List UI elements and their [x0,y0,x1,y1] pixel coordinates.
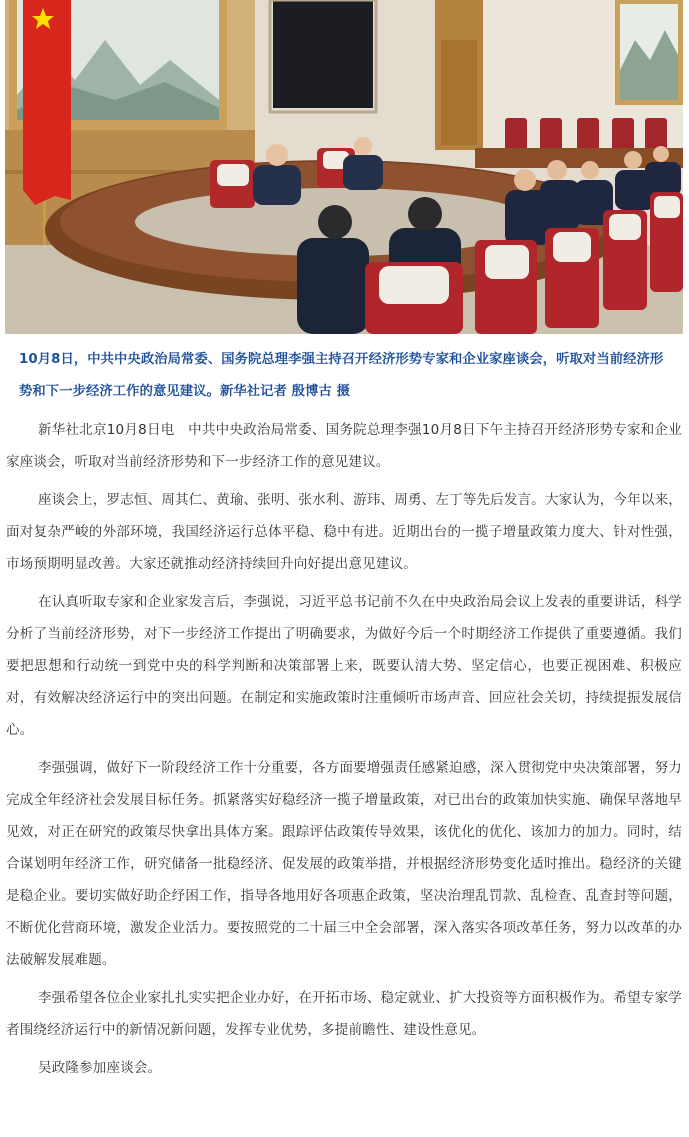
article-paragraph: 新华社北京10月8日电 中共中央政治局常委、国务院总理李强10月8日下午主持召开经济形势专家和企业家座谈会，听取对当前经济形势和下一步经济工作的意见建议。 [6,422,682,470]
article-paragraph: 座谈会上，罗志恒、周其仁、黄瑜、张明、张水利、游玮、周勇、左丁等先后发言。大家认为，今年以来，面对复杂严峻的外部环境，我国经济运行总体平稳、稳中有进。近期出台的一揽子增量政策力度大、针对性强，市场预期明显改善。大家还就推动经济持续回升向好提出意见建议。 [6,492,682,572]
photo-caption: 10月8日，中共中央政治局常委、国务院总理李强主持召开经济形势专家和企业家座谈会，听取对当前经济形势和下一步经济工作的意见建议。新华社记者 殷博古 摄 [19,352,664,399]
news-photo [5,0,683,334]
article-paragraph: 吴政隆参加座谈会。 [38,1060,162,1076]
article-paragraph: 李强希望各位企业家扎扎实实把企业办好，在开拓市场、稳定就业、扩大投资等方面积极作为。希望专家学者围绕经济运行中的新情况新问题，发挥专业优势，多提前瞻性、建设性意见。 [6,990,682,1038]
article-body [6,414,682,1090]
article-paragraph: 在认真听取专家和企业家发言后，李强说，习近平总书记前不久在中央政治局会议上发表的重要讲话，科学分析了当前经济形势，对下一步经济工作提出了明确要求，为做好今后一个时期经济工作提供了重要遵循。我们要把思想和行动统一到党中央的科学判断和决策部署上来，既要认清大势、坚定信心，也要正视困难、积极应对，有效解决经济运行中的突出问题。在制定和实施政策时注重倾听市场声音、回应社会关切，持续提振发展信心。 [6,594,682,738]
article-paragraph: 李强强调，做好下一阶段经济工作十分重要，各方面要增强责任感紧迫感，深入贯彻党中央决策部署，努力完成全年经济社会发展目标任务。抓紧落实好稳经济一揽子增量政策，对已出台的政策加快实施、确保早落地早见效，对正在研究的政策尽快拿出具体方案。跟踪评估政策传导效果，该优化的优化、该加力的加力。同时，结合谋划明年经济工作，研究储备一批稳经济、促发展的政策举措，并根据经济形势变化适时推出。稳经济的关键是稳企业。要切实做好助企纾困工作，指导各地用好各项惠企政策，坚决治理乱罚款、乱检查、乱查封等问题，不断优化营商环境，激发企业活力。要按照党的二十届三中全会部署，深入落实各项改革任务，努力以改革的办法破解发展难题。 [6,760,682,968]
